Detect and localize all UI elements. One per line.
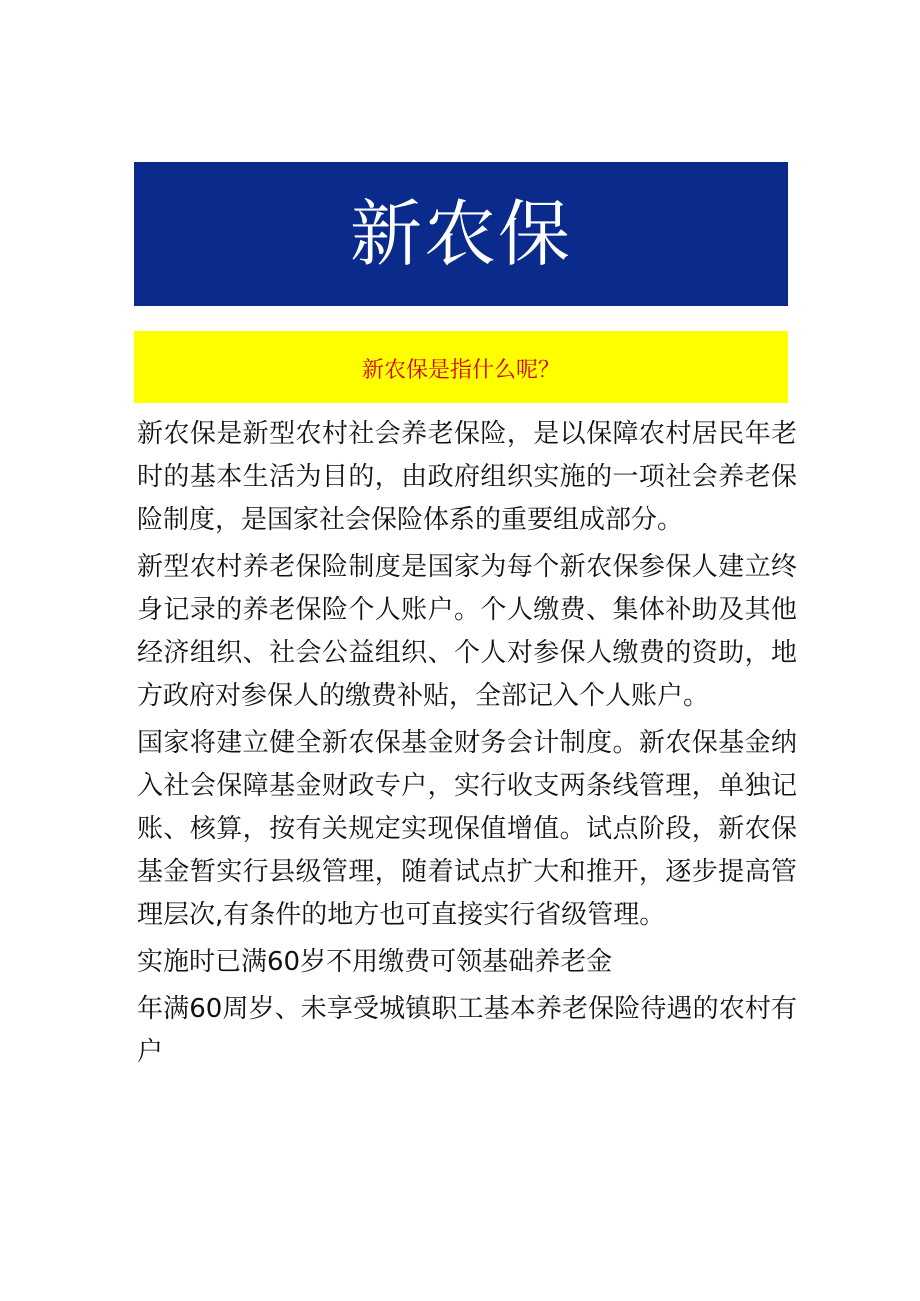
paragraph-fund-management: 国家将建立健全新农保基金财务会计制度。新农保基金纳入社会保障基金财政专户，实行收支两条线管理，单独记账、核算，按有关规定实现保值增值。试点阶段，新农保基金暂实行县级管理，随着试点扩大和推开，逐步提高管理层次,有条件的地方也可直接实行省级管理。	[137, 728, 797, 930]
body-text	[137, 413, 797, 1078]
paragraph-personal-account: 新型农村养老保险制度是国家为每个新农保参保人建立终身记录的养老保险个人账户。个人缴费、集体补助及其他经济组织、社会公益组织、个人对参保人缴费的资助，地方政府对参保人的缴费补贴，全部记入个人账户。	[137, 552, 797, 711]
paragraph-eligibility: 年满60周岁、未享受城镇职工基本养老保险待遇的农村有户	[137, 994, 797, 1067]
document-title: 新农保	[349, 192, 572, 276]
section-heading-banner	[134, 331, 788, 403]
paragraph-definition: 新农保是新型农村社会养老保险，是以保障农村居民年老时的基本生活为目的，由政府组织实施的一项社会养老保险制度，是国家社会保险体系的重要组成部分。	[137, 419, 797, 535]
paragraph-age-60-no-payment: 实施时已满60岁不用缴费可领基础养老金	[137, 947, 613, 977]
title-banner	[134, 162, 788, 306]
section-heading: 新农保是指什么呢？	[361, 358, 560, 383]
